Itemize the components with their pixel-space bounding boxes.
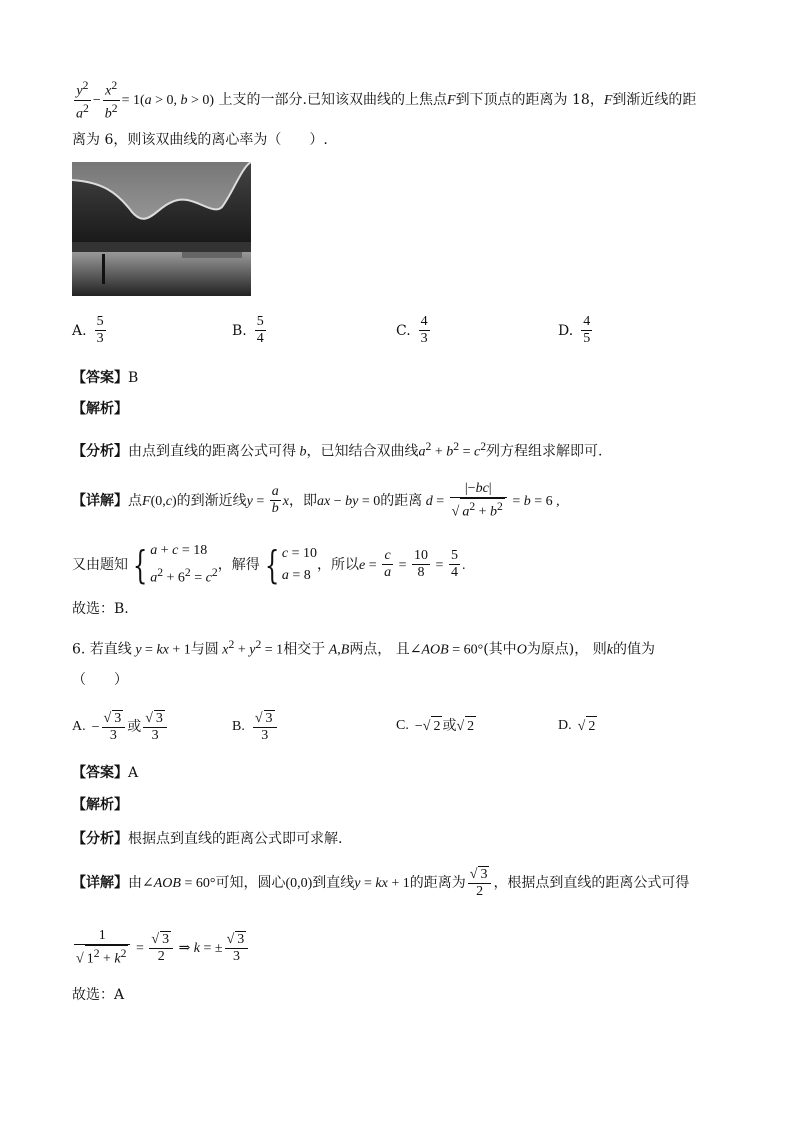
q6-answer: 【答案】A: [72, 765, 139, 781]
q5-answer: 【答案】B: [72, 370, 139, 386]
q5-xiangjie-line2: 又由题知 { a + c = 18 $a^2 + 6^2 = c^2$，解得 { c = 10 a = 8，所以e = $\frac{c}{a}$ = $\frac{10}{8}$ = $\frac{5}{4}$ .: [72, 542, 466, 587]
q6-xiangjie-line1: 【详解】由∠AOB = 60°可知，圆心(0,0)到直线y = kx + 1的距离为 $\frac{√ 3}{2}$ ，根据点到直线的距离公式可得: [72, 867, 690, 899]
q6-option-d[interactable]: D. √ 2: [558, 716, 597, 737]
q6-choose: 故选：A: [72, 987, 125, 1003]
q6-stem-line1: 6. 若直线 y = kx + 1与圆 $x^2 + y^2 = 1$相交于 A,B两点， 且∠AOB = 60°(其中O为原点)， 则k的值为: [72, 638, 655, 658]
q5-answer-value: B: [128, 370, 139, 386]
q5-option-b[interactable]: B. $\frac{5}{4}$: [232, 314, 264, 346]
q6-xiangjie-line2: $\frac{1}{√ 1^2 + k^2}$ = $\frac{√ 3}{2}$ ⇒ k = ± $\frac{√ 3}{3}$: [72, 928, 734, 968]
q6-fenxi: 【分析】根据点到直线的距离公式即可求解.: [72, 831, 343, 847]
q5-stem-line1: $\frac{y^2}{a^2}$ − $\frac{x^2}{b^2}$ = 1(a > 0, b > 0) 上支的一部分.已知该双曲线的上焦点F到下顶点的距离为 18，F到渐近线的距: [76, 79, 697, 122]
q6-analysis-heading: 【解析】: [72, 797, 128, 813]
q5-analysis-heading: 【解析】: [72, 401, 128, 417]
q6-option-a[interactable]: A. − $\frac{√ 3}{3}$ 或 $\frac{√ 3}{3}$: [72, 710, 169, 744]
q6-option-c[interactable]: C. −√ 2 或√ 2: [396, 716, 476, 737]
q5-fenxi: 【分析】由点到直线的距离公式可得 b，已知结合双曲线$a^2 + b^2 = c^2$列方程组求解即可.: [72, 440, 603, 460]
q6-stem-line2: （ ）: [72, 672, 128, 688]
q5-stem-line2: 离为 6，则该双曲线的离心率为（ ）.: [72, 132, 328, 148]
q5-option-c[interactable]: C. $\frac{4}{3}$: [396, 314, 428, 346]
q5-choose: 故选：B.: [72, 601, 129, 617]
q6-answer-value: A: [128, 765, 139, 781]
q5-option-d[interactable]: D. $\frac{4}{5}$: [558, 314, 591, 346]
q5-xiangjie-line1: 【详解】点F(0,c)的到渐近线y = $\frac{a}{b}$ x，即ax − by = 0的距离 d = $\frac{|-bc|}{√ a^2 + b^2}$ = b = 6 ,: [72, 481, 560, 520]
building-photo: [72, 162, 251, 296]
q5-stem-text-1: 上支的一部分.已知该双曲线的上焦点: [218, 92, 447, 109]
q6-option-b[interactable]: B. $\frac{√ 3}{3}$: [232, 710, 279, 744]
q5-option-a[interactable]: A. $\frac{5}{3}$: [72, 314, 104, 346]
hyperbola-term-y: $\frac{y^2}{a^2}$: [76, 79, 89, 122]
hyperbola-term-x: $\frac{x^2}{b^2}$: [104, 79, 118, 122]
